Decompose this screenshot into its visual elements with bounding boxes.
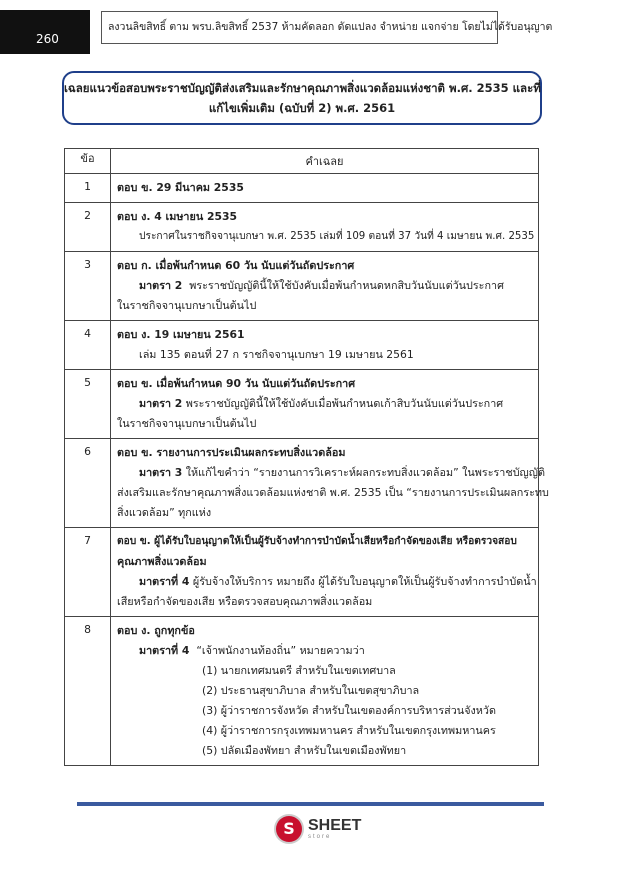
answer-line: ตอบ ก. เมื่อพ้นกำหนด 60 วัน นับแต่วันถัดประกาศ <box>117 259 355 272</box>
explanation-line: พระราชบัญญัตินี้ให้ใช้บังคับเมื่อพ้นกำหนดหกสิบวันนับแต่วันประกาศ <box>189 279 504 292</box>
answer-line: ตอบ ข. ผู้ได้รับใบอนุญาตให้เป็นผู้รับจ้างทำการบำบัดน้ำเสียหรือกำจัดของเสีย หรือตรวจสอบ <box>117 536 517 547</box>
logo-subtext: store <box>308 834 332 840</box>
explanation-line: ประกาศในราชกิจจานุเบกษา พ.ศ. 2535 เล่มที่ 109 ตอนที่ 37 วันที่ 4 เมษายน พ.ศ. 2535 <box>139 231 535 242</box>
list-item: (4) ผู้ว่าราชการกรุงเทพมหานคร สำหรับในเขตกรุงเทพมหานคร <box>202 724 496 737</box>
answer-line: คุณภาพสิ่งแวดล้อม <box>117 555 207 568</box>
page-number: 260 <box>36 32 59 46</box>
answer-line: ตอบ ข. เมื่อพ้นกำหนด 90 วัน นับแต่วันถัดประกาศ <box>117 377 356 390</box>
explanation-line: ผู้รับจ้างให้บริการ หมายถึง ผู้ได้รับใบอนุญาตให้เป็นผู้รับจ้างทำการบำบัดน้ำ <box>192 575 537 588</box>
answer-line: ตอบ ข. 29 มีนาคม 2535 <box>117 181 244 194</box>
explanation-line: สิ่งแวดล้อม” ทุกแห่ง <box>117 506 212 519</box>
row-number: 1 <box>65 174 111 203</box>
logo-text <box>308 818 361 840</box>
explanation-line: เล่ม 135 ตอนที่ 27 ก ราชกิจจานุเบกษา 19 เมษายน 2561 <box>139 348 414 361</box>
row-answer <box>111 252 539 321</box>
section-ref: มาตรา 3 <box>139 466 183 479</box>
answer-table <box>64 148 549 766</box>
header-number: ข้อ <box>65 149 111 174</box>
explanation-line: พระราชบัญญัตินี้ให้ใช้บังคับเมื่อพ้นกำหนดเก้าสิบวันนับแต่วันประกาศ <box>185 397 504 410</box>
explanation-line: ในราชกิจจานุเบกษาเป็นต้นไป <box>117 417 257 430</box>
table-row <box>65 174 539 203</box>
table-row <box>65 252 539 321</box>
list-item: (2) ประธานสุขาภิบาล สำหรับในเขตสุขาภิบาล <box>202 684 420 697</box>
footer-divider <box>77 802 544 806</box>
row-answer <box>111 203 539 252</box>
answer-line: ตอบ ง. 19 เมษายน 2561 <box>117 328 245 341</box>
row-answer <box>111 617 539 766</box>
explanation-line: “เจ้าพนักงานท้องถิ่น” หมายความว่า <box>196 644 365 657</box>
row-number: 3 <box>65 252 111 321</box>
row-number: 2 <box>65 203 111 252</box>
explanation-line: ให้แก้ไขคำว่า “รายงานการวิเคราะห์ผลกระทบสิ่งแวดล้อม” ในพระราชบัญญัติ <box>185 466 545 479</box>
table-row <box>65 203 539 252</box>
answer-line: ตอบ ง. ถูกทุกข้อ <box>117 624 195 637</box>
row-number: 7 <box>65 528 111 617</box>
list-item: (3) ผู้ว่าราชการจังหวัด สำหรับในเขตองค์การบริหารส่วนจังหวัด <box>202 704 496 717</box>
row-answer <box>111 439 549 528</box>
list-item: (1) นายกเทศมนตรี สำหรับในเขตเทศบาล <box>202 664 396 677</box>
table-header-row <box>65 149 539 174</box>
header-answer: คำเฉลย <box>111 149 539 174</box>
section-ref: มาตรา 2 <box>139 397 183 410</box>
row-answer <box>111 370 539 439</box>
row-number: 8 <box>65 617 111 766</box>
table-row <box>65 321 539 370</box>
row-number: 4 <box>65 321 111 370</box>
row-answer <box>111 528 539 617</box>
section-ref: มาตรา 2 <box>139 279 183 292</box>
explanation-line: ในราชกิจจานุเบกษาเป็นต้นไป <box>117 299 257 312</box>
answer-line: ตอบ ข. รายงานการประเมินผลกระทบสิ่งแวดล้อม <box>117 446 346 459</box>
row-number: 6 <box>65 439 111 528</box>
answer-line: ตอบ ง. 4 เมษายน 2535 <box>117 210 238 223</box>
explanation-line: เสียหรือกำจัดของเสีย หรือตรวจสอบคุณภาพสิ่งแวดล้อม <box>117 595 373 608</box>
sheet-store-logo <box>276 815 361 843</box>
section-ref: มาตราที่ 4 <box>139 644 190 657</box>
table-row <box>65 528 539 617</box>
explanation-line: ส่งเสริมและรักษาคุณภาพสิ่งแวดล้อมแห่งชาติ พ.ศ. 2535 เป็น “รายงานการประเมินผลกระทบ <box>117 486 549 499</box>
row-answer <box>111 321 539 370</box>
table-row <box>65 439 539 528</box>
section-ref: มาตราที่ 4 <box>139 575 190 588</box>
table-row <box>65 617 539 766</box>
logo-wordmark: SHEET <box>308 817 362 834</box>
row-number: 5 <box>65 370 111 439</box>
title-line-1: เฉลยแนวข้อสอบพระราชบัญญัติส่งเสริมและรักษาคุณภาพสิ่งแวดล้อมแห่งชาติ พ.ศ. 2535 และที่ <box>64 81 541 95</box>
table-row <box>65 370 539 439</box>
copyright-notice: ลงวนลิขสิทธิ์ ตาม พรบ.ลิขสิทธิ์ 2537 ห้ามคัดลอก ดัดแปลง จำหน่าย แจกจ่าย โดยไม่ได้รับอนุญาต <box>101 11 498 44</box>
page-title <box>62 71 542 125</box>
logo-icon: S <box>276 816 302 842</box>
row-answer <box>111 174 539 203</box>
title-line-2: แก้ไขเพิ่มเติม (ฉบับที่ 2) พ.ศ. 2561 <box>208 101 396 115</box>
list-item: (5) ปลัดเมืองพัทยา สำหรับในเขตเมืองพัทยา <box>202 744 407 757</box>
